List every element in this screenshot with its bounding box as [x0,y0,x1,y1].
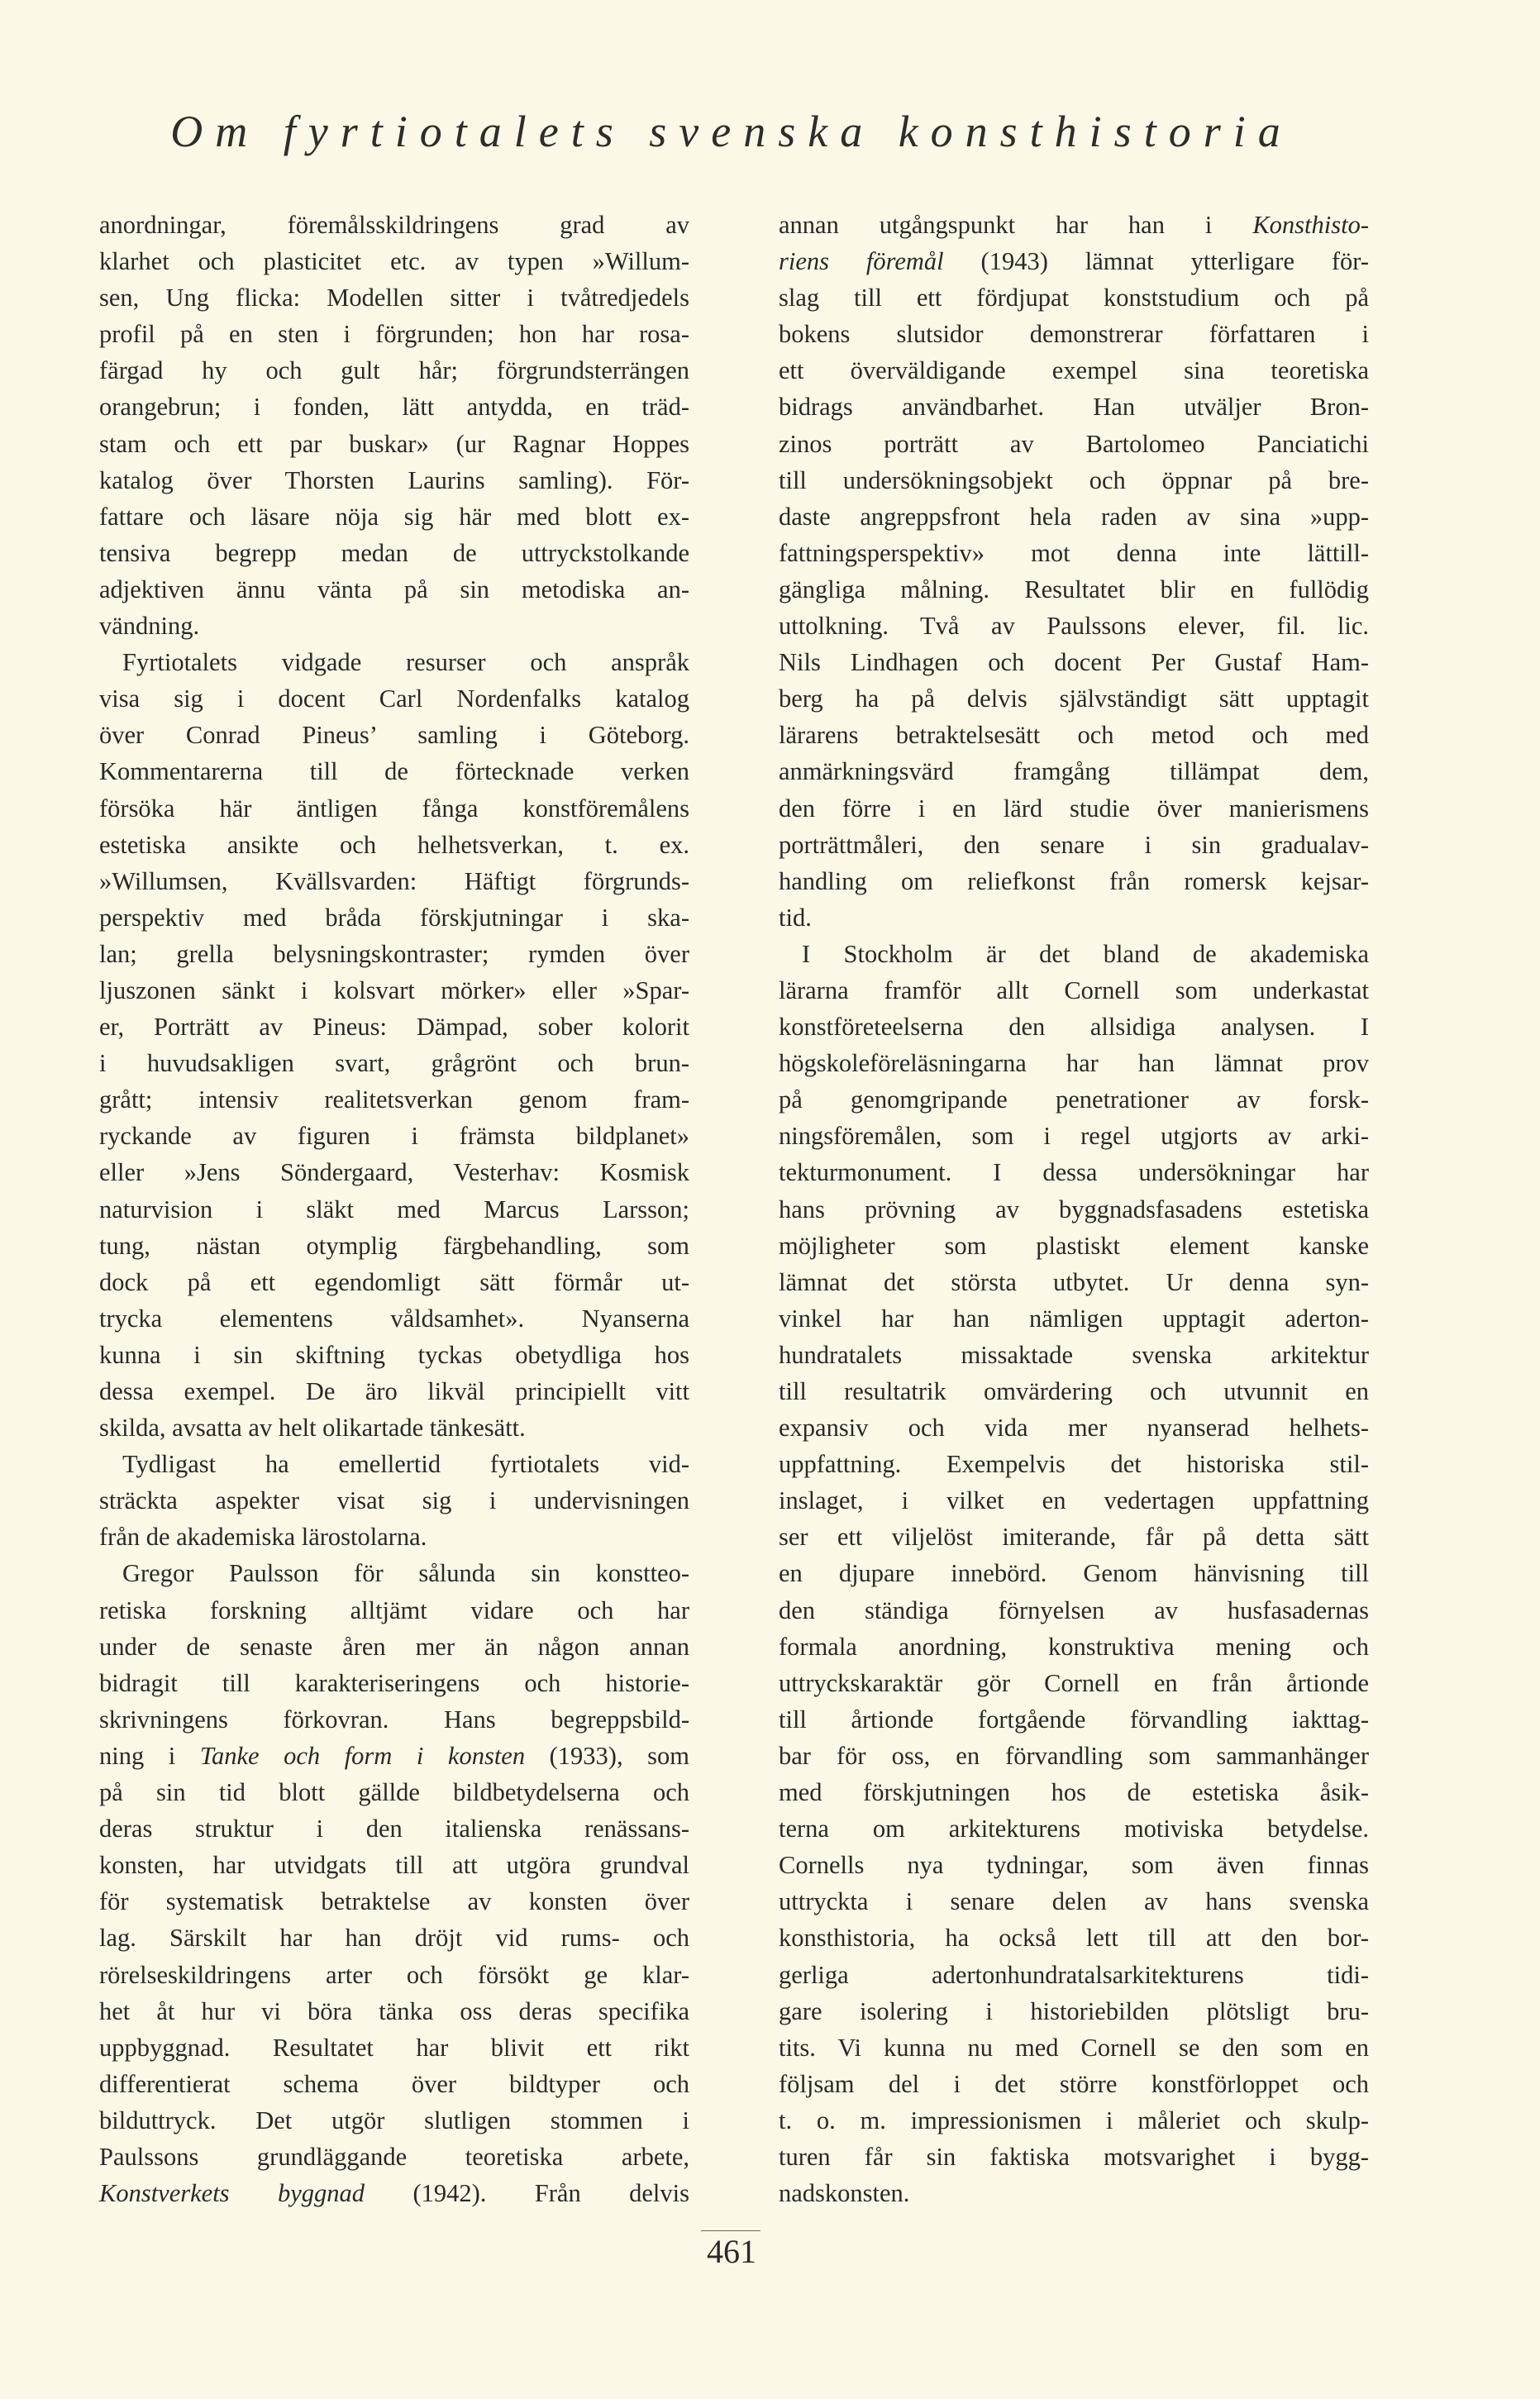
text-line [779,1081,1369,1118]
text-line [99,2066,689,2102]
text-line [99,1629,689,1665]
text-line [99,1009,689,1045]
body-text: porträttmåleri, den senare i sin gradualav- [779,830,1369,859]
body-text: (1942). Från delvis [365,2179,689,2208]
body-text: till resultatrik omvärdering och utvunnit en [779,1377,1369,1405]
body-text: vändning. [99,612,200,641]
text-line [779,498,1369,535]
text-line [99,1847,689,1883]
text-line [99,535,689,571]
body-text: hundratalets missaktade svenska arkitektur [779,1340,1369,1369]
body-text: den ständiga förnyelsen av husfasadernas [779,1595,1369,1624]
body-text: sen, Ung flicka: Modellen sitter i tvåtredjedels [99,284,689,312]
text-line [99,680,689,717]
text-line [779,426,1369,462]
italic-title-text: riens föremål [779,247,944,276]
body-text: perspektiv med bråda förskjutningar i ska- [99,903,689,932]
italic-title-text: Konstverkets byggnad [99,2179,365,2208]
body-text: t. o. m. impressionismen i måleriet och skulp- [779,2106,1369,2134]
text-line [99,1957,689,1993]
text-line [99,243,689,279]
text-line [99,827,689,863]
body-text: inslaget, i vilket en vedertagen uppfattning [779,1486,1369,1515]
text-line [99,753,689,789]
body-text: differentierat schema över bildtyper och [99,2069,689,2098]
body-text: följsam del i det större konstförloppet och [779,2069,1369,2098]
text-line [99,1774,689,1810]
text-line [779,243,1369,279]
body-text: trycka elementens våldsamhet». Nyanserna [99,1304,689,1333]
text-line [779,1592,1369,1629]
text-line [779,1920,1369,1956]
body-text: ning i [99,1741,200,1770]
body-text: uppbyggnad. Resultatet har blivit ett rikt [99,2033,689,2062]
text-line [779,680,1369,717]
body-text: I Stockholm är det bland de akademiska [802,939,1369,968]
text-line [779,1154,1369,1190]
text-line [99,1081,689,1118]
body-text: Fyrtiotalets vidgade resurser och anspråk [122,648,689,677]
text-line [99,1154,689,1190]
body-text: kunna i sin skiftning tyckas obetydliga hos [99,1340,689,1369]
body-text: adjektiven ännu vänta på sin metodiska an- [99,575,689,603]
body-text: Gregor Paulsson för sålunda sin konstteo- [122,1559,689,1588]
text-line [99,1409,689,1446]
italic-title-text: Konsthisto- [1252,211,1369,239]
text-line [99,1883,689,1920]
page-number: 461 [707,2233,756,2270]
body-text: tits. Vi kunna nu med Cornell se den som en [779,2033,1369,2062]
body-text: från de akademiska lärostolarna. [99,1523,427,1552]
right-column [779,207,1369,2211]
text-line [99,1228,689,1264]
body-text: daste angreppsfront hela raden av sina »upp- [779,502,1369,531]
body-text: gängliga målning. Resultatet blir en fullödig [779,575,1369,603]
body-text: orangebrun; i fonden, lätt antydda, en träd- [99,393,689,422]
italic-title-text: Tanke och form i konsten [199,1741,526,1770]
text-line [99,1337,689,1373]
left-column [99,207,689,2211]
text-line [779,1337,1369,1373]
body-text: Cornells nya tydningar, som även finnas [779,1851,1369,1880]
body-text: het åt hur vi böra tänka oss deras specifika [99,1996,689,2025]
text-line [99,1045,689,1081]
body-text: hans prövning av byggnadsfasadens estetiska [779,1195,1369,1223]
text-line [779,316,1369,352]
text-line [99,389,689,425]
body-text: klarhet och plasticitet etc. av typen »Willum- [99,247,689,276]
text-line [779,790,1369,827]
text-line [779,462,1369,498]
body-text: stam och ett par buskar» (ur Ragnar Hoppes [99,429,689,458]
body-text: ryckande av figuren i främsta bildplanet» [99,1122,689,1151]
text-line [779,717,1369,753]
body-text: lan; grella belysningskontraster; rymden över [99,939,689,968]
text-line [99,352,689,389]
text-line [779,827,1369,863]
text-line [99,1920,689,1956]
text-line [99,608,689,644]
text-line [779,1373,1369,1409]
body-text: lärarens betraktelsesätt och metod och med [779,721,1369,750]
body-text: berg ha på delvis självständigt sätt upptagit [779,684,1369,713]
text-line [99,2139,689,2175]
text-line [99,1519,689,1555]
text-line [779,899,1369,936]
body-text: med förskjutningen hos de estetiska åsik- [779,1778,1369,1807]
body-text: uttolkning. Två av Paulssons elever, fil. lic. [779,612,1369,641]
body-text: Paulssons grundläggande teoretiska arbete, [99,2142,689,2171]
body-text: expansiv och vida mer nyanserad helhets- [779,1414,1369,1443]
text-line [779,1847,1369,1883]
text-line [99,279,689,316]
body-text: »Willumsen, Kvällsvarden: Häftigt förgrunds- [99,866,689,895]
body-text: terna om arkitekturens motiviska betydelse. [779,1815,1369,1843]
body-text: grått; intensiv realitetsverkan genom fram- [99,1085,689,1114]
body-text: gare isolering i historiebilden plötsligt bru- [779,1996,1369,2025]
body-text: visa sig i docent Carl Nordenfalks katalog [99,684,689,713]
text-line [99,1118,689,1154]
body-text: handling om reliefkonst från romersk kejsar- [779,866,1369,895]
body-text: i huvudsakligen svart, grågrönt och brun- [99,1049,689,1078]
text-line [99,462,689,498]
text-line [99,717,689,753]
text-line [99,863,689,899]
page-number-rule [701,2230,760,2231]
body-text: estetiska ansikte och helhetsverkan, t. ex. [99,830,689,859]
text-line [779,1993,1369,2029]
body-text: ett överväldigande exempel sina teoretiska [779,356,1369,385]
text-line [779,1774,1369,1810]
text-line [779,1228,1369,1264]
body-text: uppfattning. Exempelvis det historiska stil- [779,1450,1369,1479]
body-text: fattare och läsare nöja sig här med blott ex- [99,502,689,531]
body-text: ningsföremålen, som i regel utgjorts av arki- [779,1122,1369,1151]
text-line [779,1555,1369,1591]
text-line [99,790,689,827]
text-line [779,1409,1369,1446]
text-line [99,644,689,680]
text-line [779,863,1369,899]
running-title: Om fyrtiotalets svenska konsthistoria [170,107,1293,156]
text-line [99,936,689,972]
text-line [779,1810,1369,1847]
text-line [779,2102,1369,2139]
text-line [779,279,1369,316]
body-text: lämnat det största utbytet. Ur denna syn- [779,1267,1369,1296]
text-line [779,352,1369,389]
body-text: sträckta aspekter visat sig i undervisningen [99,1486,689,1515]
body-text: anmärkningsvärd framgång tillämpat dem, [779,757,1369,786]
text-line [779,1629,1369,1665]
body-text: den förre i en lärd studie över manierismens [779,794,1369,823]
text-line [779,1009,1369,1045]
text-line [779,1191,1369,1228]
text-line [99,1592,689,1629]
body-text: över Conrad Pineus’ samling i Göteborg. [99,721,689,750]
body-text: dessa exempel. De äro likväl principiellt vitt [99,1377,689,1405]
body-text: tung, nästan otymplig färgbehandling, som [99,1231,689,1260]
body-text: (1943) lämnat ytterligare för- [943,247,1369,276]
body-text: naturvision i släkt med Marcus Larsson; [99,1195,689,1223]
text-line [99,316,689,352]
body-text: skilda, avsatta av helt olikartade tänkesätt. [99,1414,526,1443]
text-line [99,899,689,936]
text-line [779,207,1369,243]
text-line [779,1045,1369,1081]
text-line [779,389,1369,425]
text-line [99,426,689,462]
text-line [99,1738,689,1774]
body-text: tensiva begrepp medan de uttryckstolkande [99,538,689,567]
body-text: möjligheter som plastiskt element kanske [779,1231,1369,1260]
text-line [779,1701,1369,1738]
text-line [99,1993,689,2029]
body-text: högskoleföreläsningarna har han lämnat prov [779,1049,1369,1078]
text-line [779,753,1369,789]
body-text: bar för oss, en förvandling som sammanhänger [779,1741,1369,1770]
text-line [779,1665,1369,1701]
text-line [99,972,689,1009]
text-line [99,1264,689,1300]
text-line [779,1957,1369,1993]
body-text: er, Porträtt av Pineus: Dämpad, sober kolorit [99,1013,689,1042]
text-line [99,1701,689,1738]
text-line [779,1118,1369,1154]
text-line [779,535,1369,571]
body-text: eller »Jens Söndergaard, Vesterhav: Kosmisk [99,1158,689,1187]
body-text: under de senaste åren mer än någon annan [99,1632,689,1661]
body-text: vinkel har han nämligen upptagit aderton- [779,1304,1369,1333]
body-text: konstföreteelserna den allsidiga analysen. I [779,1013,1369,1042]
body-text: uttryckskaraktär gör Cornell en från årtionde [779,1668,1369,1697]
text-line [99,1665,689,1701]
body-text: för systematisk betraktelse av konsten över [99,1887,689,1916]
text-line [99,207,689,243]
body-text: slag till ett fördjupat konststudium och på [779,284,1369,312]
text-line [99,1555,689,1591]
body-text: profil på en sten i förgrunden; hon har rosa- [99,320,689,349]
text-line [99,2102,689,2139]
text-line [99,1482,689,1519]
text-line [779,571,1369,608]
text-line [99,1373,689,1409]
body-text: lag. Särskilt har han dröjt vid rums- och [99,1924,689,1953]
body-text: bokens slutsidor demonstrerar författaren i [779,320,1369,349]
text-line [99,1300,689,1337]
body-text: till undersökningsobjekt och öppnar på bre- [779,465,1369,494]
text-line [99,1810,689,1847]
body-text: (1933), som [525,1741,689,1770]
text-line [779,608,1369,644]
body-text: zinos porträtt av Bartolomeo Panciatichi [779,429,1369,458]
body-text: Tydligast ha emellertid fyrtiotalets vid- [122,1450,689,1479]
body-text: uttryckta i senare delen av hans svenska [779,1887,1369,1916]
body-text: konsten, har utvidgats till att utgöra grundval [99,1851,689,1880]
text-line [779,2175,1369,2211]
body-text: nadskonsten. [779,2179,910,2208]
text-line [779,972,1369,1009]
text-line [779,1264,1369,1300]
body-text: Nils Lindhagen och docent Per Gustaf Ham- [779,648,1369,677]
text-line [99,2175,689,2211]
body-text: bidragit till karakteriseringens och historie- [99,1668,689,1697]
body-text: turen får sin faktiska motsvarighet i bygg- [779,2142,1369,2171]
body-text: försöka här äntligen fånga konstföremålens [99,794,689,823]
body-text: bilduttryck. Det utgör slutligen stommen i [99,2106,689,2134]
body-text: retiska forskning alltjämt vidare och har [99,1595,689,1624]
body-text: på sin tid blott gällde bildbetydelserna och [99,1778,689,1807]
text-line [779,1446,1369,1482]
text-line [779,2066,1369,2102]
body-text: fattningsperspektiv» mot denna inte lättill- [779,538,1369,567]
body-text: Kommentarerna till de förtecknade verken [99,757,689,786]
text-line [779,644,1369,680]
text-line [99,1446,689,1482]
body-text: färgad hy och gult hår; förgrundsterrängen [99,356,689,385]
body-text: bidrags användbarhet. Han utväljer Bron- [779,393,1369,422]
text-line [779,1883,1369,1920]
body-text: gerliga adertonhundratalsarkitekturens tidi- [779,1960,1369,1989]
text-line [779,936,1369,972]
body-text: formala anordning, konstruktiva mening och [779,1632,1369,1661]
body-text: tid. [779,903,812,932]
body-text: katalog över Thorsten Laurins samling). För- [99,465,689,494]
text-line [779,1482,1369,1519]
text-line [779,2139,1369,2175]
text-line [779,1519,1369,1555]
body-text: dock på ett egendomligt sätt förmår ut- [99,1267,689,1296]
body-text: konsthistoria, ha också lett till att den bor- [779,1924,1369,1953]
body-text: ljuszonen sänkt i kolsvart mörker» eller »Spar- [99,975,689,1004]
body-text: till årtionde fortgående förvandling iakttag- [779,1705,1369,1734]
body-text: lärarna framför allt Cornell som underkastat [779,975,1369,1004]
body-text: skrivningens förkovran. Hans begreppsbild- [99,1705,689,1734]
body-text: deras struktur i den italienska renässans- [99,1815,689,1843]
body-text: på genomgripande penetrationer av forsk- [779,1085,1369,1114]
body-text: tekturmonument. I dessa undersökningar har [779,1158,1369,1187]
text-line [99,571,689,608]
text-line [99,1191,689,1228]
text-line [779,1738,1369,1774]
body-text: en djupare innebörd. Genom hänvisning till [779,1559,1369,1588]
text-line [99,498,689,535]
text-line [99,2029,689,2066]
text-line [779,1300,1369,1337]
body-text: ser ett viljelöst imiterande, får på detta sätt [779,1523,1369,1552]
body-text: annan utgångspunkt har han i [779,211,1253,239]
text-line [779,2029,1369,2066]
body-text: anordningar, föremålsskildringens grad av [99,211,689,239]
body-text: rörelseskildringens arter och försökt ge klar- [99,1960,689,1989]
